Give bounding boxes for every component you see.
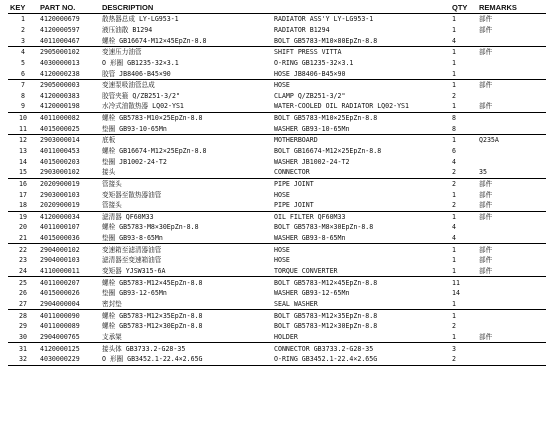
- row-key: 17: [19, 190, 27, 199]
- row-qty: 8: [450, 123, 477, 134]
- row-remarks: 部件: [479, 25, 493, 34]
- row-key: 4: [21, 48, 25, 57]
- row-remarks: 部件: [477, 332, 546, 343]
- table-header: [8, 2, 546, 14]
- table-row: [8, 14, 546, 25]
- row-remarks: 部件: [477, 266, 546, 277]
- row-description-en: WASHER GB93-12-65Mn: [274, 289, 350, 298]
- row-description-en: WASHER JB1002-24-T2: [274, 157, 350, 166]
- row-description: 垫圈 GB93-8-65Mn: [100, 233, 272, 244]
- table-row: [8, 222, 546, 233]
- row-key: 32: [8, 354, 38, 365]
- row-part-no: 4015000026: [40, 289, 80, 298]
- row-qty: 14: [452, 289, 460, 298]
- row-remarks: [477, 90, 546, 101]
- row-key: 1: [21, 15, 25, 24]
- row-key: 25: [19, 278, 27, 287]
- row-key: 15: [8, 167, 38, 178]
- row-description-en: O-RING GB3452.1-22.4×2.65G: [272, 354, 450, 365]
- row-qty: 1: [450, 101, 477, 112]
- row-description: 滤清器至变速箱油管: [102, 256, 162, 265]
- table-row: [8, 266, 546, 277]
- row-qty: 2: [450, 354, 477, 365]
- row-remarks: [477, 288, 546, 299]
- row-qty: 4: [450, 233, 477, 244]
- row-key: 19: [19, 212, 27, 221]
- row-part-no: 4120000198: [38, 101, 100, 112]
- row-remarks: 35: [477, 167, 546, 178]
- row-part-no: 4030000013: [40, 58, 80, 67]
- row-part-no: 4011000467: [38, 35, 100, 46]
- row-part-no: 2905000003: [40, 81, 80, 90]
- row-key: 3: [8, 35, 38, 46]
- row-remarks: 部件: [479, 179, 493, 188]
- row-key: 31: [19, 344, 27, 353]
- row-key: 22: [19, 245, 27, 254]
- row-key: 16: [19, 179, 27, 188]
- row-part-no: 4015000025: [38, 123, 100, 134]
- table-row: [8, 68, 546, 79]
- row-qty: 1: [452, 48, 456, 57]
- row-description: 水冷式油散热器 LQ02-YS1: [100, 101, 272, 112]
- row-remarks: [477, 68, 546, 79]
- row-description-en: WASHER GB93-8-65Mn: [272, 233, 450, 244]
- row-description-en: WASHER GB93-10-65Mn: [272, 123, 450, 134]
- row-part-no: 2904000004: [38, 299, 100, 310]
- row-description: 支承架: [100, 332, 272, 343]
- row-key: 23: [19, 256, 27, 265]
- row-qty: 1: [452, 311, 456, 320]
- row-description-en: CONNECTOR: [272, 167, 450, 178]
- table-row: [8, 58, 546, 69]
- row-qty: 1: [452, 256, 456, 265]
- row-part-no: 4011000207: [40, 278, 80, 287]
- row-remarks: [477, 156, 546, 167]
- row-key: 8: [21, 91, 25, 100]
- row-part-no: 4015000203: [40, 157, 80, 166]
- row-qty: 1: [452, 15, 456, 24]
- column-header-part-no: PART NO.: [38, 2, 100, 14]
- row-remarks: 部件: [479, 48, 493, 57]
- table-row: [8, 90, 546, 101]
- row-description-en: CONNECTOR GB3733.2-G28-35: [274, 344, 374, 353]
- row-qty: 2: [450, 167, 477, 178]
- row-remarks: 部件: [479, 190, 493, 199]
- row-description: 滤清器 QF60M33: [102, 212, 154, 221]
- row-part-no: 2905000102: [40, 48, 80, 57]
- row-qty: 6: [452, 147, 456, 155]
- row-qty: 1: [452, 136, 456, 145]
- row-remarks: [477, 343, 546, 354]
- row-description: 螺栓 GB5783-M12×35EpZn-8.8: [102, 311, 203, 320]
- row-part-no: 4120000597: [40, 25, 80, 34]
- row-qty: 1: [452, 25, 456, 34]
- row-remarks: [477, 310, 546, 321]
- row-qty: 1: [452, 58, 456, 67]
- row-description: 液压油散 B1294: [102, 25, 153, 34]
- row-description: 胶管夹箍 Q/ZB251-3/2": [102, 91, 180, 100]
- row-description-en: HOSE: [274, 245, 290, 254]
- table-row: [8, 310, 546, 321]
- column-header-description-en: [272, 2, 450, 14]
- row-qty: 2: [452, 91, 456, 100]
- table-row: [8, 211, 546, 222]
- row-key: 14: [19, 157, 27, 166]
- row-description: 管接头: [102, 179, 122, 188]
- row-key: 12: [19, 136, 27, 145]
- row-description: 管接头: [100, 200, 272, 211]
- row-key: 26: [19, 289, 27, 298]
- row-part-no: 2904000103: [40, 256, 80, 265]
- table-row: [8, 112, 546, 123]
- row-description: 接头体 GB3733.2-G28-35: [102, 344, 186, 353]
- row-description-en: O-RING GB1235-32×3.1: [274, 58, 354, 67]
- table-row: [8, 101, 546, 112]
- row-remarks: [477, 277, 546, 288]
- row-key: 24: [8, 266, 38, 277]
- table-row: [8, 79, 546, 90]
- row-key: 27: [8, 299, 38, 310]
- row-qty: 1: [450, 68, 477, 79]
- row-key: 7: [21, 81, 25, 90]
- column-header-key: KEY: [8, 2, 38, 14]
- row-qty: 4: [450, 35, 477, 46]
- table-row: [8, 200, 546, 211]
- row-key: 5: [21, 58, 25, 67]
- row-remarks: 部件: [477, 101, 546, 112]
- table-row: [8, 233, 546, 244]
- row-description: 变速泵吸油管总成: [102, 81, 155, 90]
- row-qty: 8: [452, 114, 456, 123]
- row-qty: 4: [452, 223, 456, 232]
- row-key: 11: [8, 123, 38, 134]
- table-row: [8, 156, 546, 167]
- row-part-no: 4015000036: [38, 233, 100, 244]
- row-key: 6: [8, 68, 38, 79]
- row-part-no: 4120000679: [40, 15, 80, 24]
- column-header-remarks: REMARKS: [477, 2, 546, 14]
- row-remarks: 部件: [479, 245, 493, 254]
- table-row: [8, 146, 546, 157]
- table-row: [8, 343, 546, 354]
- column-header-qty: QTY: [450, 2, 477, 14]
- row-part-no: 4011000107: [40, 223, 80, 232]
- row-remarks: [477, 233, 546, 244]
- row-remarks: [477, 222, 546, 233]
- row-part-no: 2903000102: [38, 167, 100, 178]
- row-part-no: 4120000383: [40, 91, 80, 100]
- row-description-en: WATER-COOLED OIL RADIATOR LQ02-YS1: [272, 101, 450, 112]
- row-remarks: [477, 354, 546, 365]
- row-key: 28: [19, 311, 27, 320]
- row-part-no: 4011000090: [40, 311, 80, 320]
- row-qty: 11: [452, 278, 460, 287]
- row-description: 螺栓 GB5783-M12×30EpZn-8.8: [102, 322, 203, 331]
- row-description: 变矩器至散热器油管: [102, 190, 162, 199]
- row-qty: 1: [450, 332, 477, 343]
- row-description: 变速压力油管: [102, 48, 142, 57]
- row-remarks: 部件: [479, 81, 493, 90]
- row-description: 螺栓 GB5783-M8×30EpZn-8.8: [102, 223, 199, 232]
- row-part-no: 4120000125: [40, 344, 80, 353]
- parts-table: [8, 2, 546, 366]
- row-description-en: BOLT GB16674-M12×25EpZn-8.8: [274, 147, 382, 155]
- row-key: 2: [21, 25, 25, 34]
- row-qty: 1: [452, 245, 456, 254]
- row-description-en: BOLT GB5783-M12×30EpZn-8.8: [274, 322, 378, 331]
- row-part-no: 4110000011: [38, 266, 100, 277]
- row-qty: 1: [452, 212, 456, 221]
- row-remarks: [477, 35, 546, 46]
- row-remarks: 部件: [477, 200, 546, 211]
- row-key: 20: [19, 223, 27, 232]
- table-row: [8, 178, 546, 189]
- table-row: [8, 321, 546, 332]
- row-part-no: 2020900019: [40, 179, 80, 188]
- row-description: 变速箱至滤清器油管: [102, 245, 162, 254]
- row-key: 30: [8, 332, 38, 343]
- row-part-no: 4011000089: [40, 322, 80, 331]
- row-description-en: TORQUE CONVERTER: [272, 266, 450, 277]
- row-remarks: 部件: [479, 212, 493, 221]
- row-description-en: PIPE JOINT: [274, 179, 314, 188]
- table-row: [8, 25, 546, 36]
- row-qty: 1: [452, 190, 456, 199]
- table-row: [8, 135, 546, 146]
- row-description-en: SHIFT PRESS VITTA: [274, 48, 342, 57]
- row-remarks: 部件: [479, 15, 493, 24]
- row-remarks: [477, 123, 546, 134]
- row-key: 13: [19, 147, 27, 155]
- row-description: 垫圈 GB93-12-65Mn: [102, 289, 167, 298]
- row-qty: 1: [450, 299, 477, 310]
- row-description: 螺栓 GB16674-M12×25EpZn-8.8: [102, 147, 207, 155]
- row-description-en: SEAL WASHER: [272, 299, 450, 310]
- table-row: [8, 332, 546, 343]
- table-row: [8, 244, 546, 255]
- row-key: 18: [8, 200, 38, 211]
- row-qty: 1: [452, 81, 456, 90]
- table-row: [8, 35, 546, 46]
- row-description-en: HOLDER: [272, 332, 450, 343]
- row-qty: 2: [452, 322, 456, 331]
- row-qty: 3: [452, 344, 456, 353]
- row-part-no: 2904000102: [40, 245, 80, 254]
- row-part-no: 2903000103: [40, 190, 80, 199]
- row-description-en: MOTHERBOARD: [274, 136, 318, 145]
- row-description: 垫圈 JB1002-24-T2: [102, 157, 167, 166]
- row-description-en: CLAMP Q/ZB251-3/2": [274, 91, 346, 100]
- row-description: 变矩器 YJSW315-6A: [100, 266, 272, 277]
- row-key: 10: [19, 114, 27, 123]
- row-description-en: BOLT GB5783-M12×35EpZn-8.8: [274, 311, 378, 320]
- row-key: 29: [19, 322, 27, 331]
- row-qty: 4: [452, 157, 456, 166]
- row-description-en: HOSE: [274, 81, 290, 90]
- row-description: O 形圈 GB1235-32×3.1: [102, 58, 179, 67]
- row-description: 接头: [100, 167, 272, 178]
- row-description-en: BOLT GB5783-M10×80EpZn-8.8: [272, 35, 450, 46]
- row-description: 底板: [102, 136, 116, 145]
- row-description: 散热器总成 LY-LG953-1: [102, 15, 179, 24]
- row-qty: 2: [452, 179, 456, 188]
- row-part-no: 4011000082: [40, 114, 80, 123]
- row-description-en: OIL FILTER QF60M33: [274, 212, 346, 221]
- row-key: 9: [8, 101, 38, 112]
- table-row: [8, 288, 546, 299]
- table-row: [8, 354, 546, 365]
- table-row: [8, 123, 546, 134]
- row-part-no: 2020900019: [38, 200, 100, 211]
- row-remarks: [477, 146, 546, 157]
- row-remarks: [477, 58, 546, 69]
- table-row: [8, 255, 546, 266]
- row-remarks: 部件: [479, 256, 493, 265]
- row-part-no: 2903000014: [40, 136, 80, 145]
- row-description-en: HOSE JB8406-B45×90: [272, 68, 450, 79]
- row-part-no: 4011000453: [40, 147, 80, 155]
- row-part-no: 4120000238: [38, 68, 100, 79]
- row-key: 21: [8, 233, 38, 244]
- row-remarks: Q235A: [479, 136, 499, 145]
- table-row: [8, 167, 546, 178]
- row-description-en: PIPE JOINT: [272, 200, 450, 211]
- row-description: 密封垫: [100, 299, 272, 310]
- row-description: 螺栓 GB5783-M10×25EpZn-8.8: [102, 114, 203, 123]
- row-remarks: [477, 321, 546, 332]
- row-description: O 形圈 GB3452.1-22.4×2.65G: [100, 354, 272, 365]
- row-qty: 2: [450, 200, 477, 211]
- row-description-en: BOLT GB5783-M12×45EpZn-8.8: [274, 278, 378, 287]
- row-remarks: [477, 299, 546, 310]
- table-row: [8, 277, 546, 288]
- row-part-no: 4120000034: [40, 212, 80, 221]
- row-description-en: RADIATOR ASS'Y LY-LG953-1: [274, 15, 374, 24]
- row-description-en: BOLT GB5783-M10×25EpZn-8.8: [274, 114, 378, 123]
- row-description-en: BOLT GB5783-M8×30EpZn-8.8: [274, 223, 374, 232]
- row-description-en: RADIATOR B1294: [274, 25, 330, 34]
- table-row: [8, 46, 546, 57]
- row-description: 螺栓 GB5783-M12×45EpZn-8.8: [102, 278, 203, 287]
- table-body: [8, 14, 546, 366]
- row-description: 螺栓 GB16674-M12×45EpZn-8.8: [100, 35, 272, 46]
- row-description-en: HOSE: [274, 256, 290, 265]
- column-header-description: DESCRIPTION: [100, 2, 272, 14]
- table-row: [8, 189, 546, 200]
- table-row: [8, 299, 546, 310]
- row-description: 胶管 JB8406-B45×90: [100, 68, 272, 79]
- row-description-en: HOSE: [274, 190, 290, 199]
- row-qty: 1: [450, 266, 477, 277]
- row-description: 垫圈 GB93-10-65Mn: [100, 123, 272, 134]
- row-part-no: 4030000229: [38, 354, 100, 365]
- row-part-no: 2904000765: [38, 332, 100, 343]
- row-remarks: [477, 112, 546, 123]
